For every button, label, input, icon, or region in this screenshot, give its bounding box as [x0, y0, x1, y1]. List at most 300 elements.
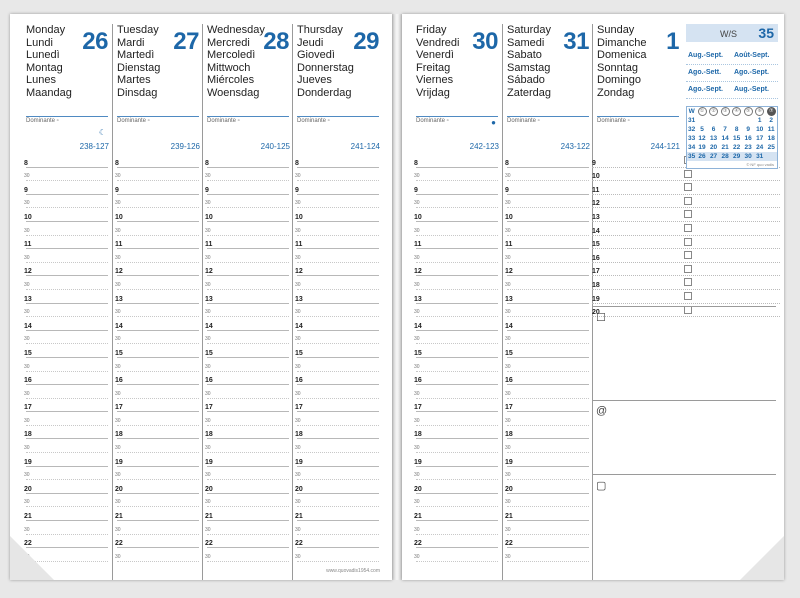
hour-slot[interactable]: [117, 535, 199, 549]
task-checkbox[interactable]: [684, 278, 692, 286]
half-hour-slot[interactable]: [26, 412, 108, 426]
half-hour-slot[interactable]: [416, 304, 498, 318]
half-hour-slot[interactable]: [26, 521, 108, 535]
half-hour-slot[interactable]: [297, 304, 379, 318]
half-hour-label: 30: [505, 173, 511, 180]
half-hour-slot[interactable]: [507, 494, 589, 508]
half-hour-label: 30: [505, 499, 511, 506]
hour-label: 9: [115, 186, 119, 194]
hour-slot[interactable]: [207, 290, 289, 304]
half-hour-slot[interactable]: [26, 439, 108, 453]
half-hour-label: 30: [295, 553, 301, 560]
hour-slot[interactable]: [207, 317, 289, 331]
hour-slot[interactable]: [507, 263, 589, 277]
hour-slot[interactable]: [26, 181, 108, 195]
hour-label: 14: [414, 322, 422, 330]
mini-calendar-cell: 27: [708, 152, 720, 161]
hour-slot[interactable]: [117, 290, 199, 304]
hour-slot[interactable]: [297, 372, 379, 386]
hour-label: 10: [24, 213, 32, 221]
hour-label: 19: [205, 458, 213, 466]
hour-slot[interactable]: [297, 208, 379, 222]
half-hour-slot[interactable]: [207, 195, 289, 209]
sunday-hour-row[interactable]: [592, 236, 780, 250]
day-column[interactable]: [202, 24, 293, 580]
half-hour-slot[interactable]: [207, 494, 289, 508]
hour-slot[interactable]: [207, 263, 289, 277]
hour-slot[interactable]: [26, 154, 108, 168]
hour-slot[interactable]: [507, 344, 589, 358]
hour-slot[interactable]: [207, 535, 289, 549]
hour-slot[interactable]: [297, 154, 379, 168]
half-hour-slot[interactable]: [117, 439, 199, 453]
hour-label: 15: [505, 349, 513, 357]
hour-slot[interactable]: [507, 480, 589, 494]
hour-slot[interactable]: [507, 154, 589, 168]
task-checkbox[interactable]: [684, 251, 692, 259]
hour-label: 14: [24, 322, 32, 330]
half-hour-slot[interactable]: [507, 331, 589, 345]
half-hour-slot[interactable]: [416, 385, 498, 399]
hour-label: 20: [115, 485, 123, 493]
hour-slot[interactable]: [416, 208, 498, 222]
hour-slot[interactable]: [297, 236, 379, 250]
hour-label: 22: [414, 540, 422, 548]
day-name: Mardi: [117, 36, 145, 49]
hour-label: 9: [592, 159, 596, 167]
half-hour-slot[interactable]: [117, 276, 199, 290]
day-name: Donderdag: [297, 86, 352, 99]
half-hour-slot[interactable]: [207, 304, 289, 318]
hour-slot[interactable]: [26, 208, 108, 222]
half-hour-label: 30: [505, 390, 511, 397]
half-hour-slot[interactable]: [207, 439, 289, 453]
hour-slot[interactable]: [207, 399, 289, 413]
hour-slots[interactable]: [22, 154, 112, 562]
half-hour-slot[interactable]: [507, 276, 589, 290]
mini-calendar-cell: 14: [721, 135, 729, 142]
half-hour-slot[interactable]: [207, 548, 289, 562]
half-hour-slot[interactable]: [297, 249, 379, 263]
half-hour-label: 30: [414, 553, 420, 560]
mini-calendar-cell: 28: [719, 152, 731, 161]
half-hour-slot[interactable]: [117, 385, 199, 399]
day-name: Vendredi: [416, 36, 460, 49]
week-label: W/S: [720, 29, 737, 39]
half-hour-slot[interactable]: [26, 195, 108, 209]
hour-slots[interactable]: [203, 154, 293, 562]
hour-slot[interactable]: [207, 181, 289, 195]
half-hour-slot[interactable]: [416, 467, 498, 481]
task-checkbox[interactable]: [684, 224, 692, 232]
hour-label: 8: [115, 159, 119, 167]
hour-slot[interactable]: [297, 480, 379, 494]
half-hour-label: 30: [24, 173, 30, 180]
month-right: Ago.-Sept.: [734, 69, 769, 76]
task-checkbox[interactable]: [684, 292, 692, 300]
task-checkbox[interactable]: [684, 183, 692, 191]
hour-slot[interactable]: [117, 208, 199, 222]
day-column[interactable]: [292, 24, 383, 580]
hour-slot[interactable]: [416, 399, 498, 413]
hour-label: 18: [205, 431, 213, 439]
half-hour-slot[interactable]: [207, 521, 289, 535]
hour-slot[interactable]: [297, 290, 379, 304]
half-hour-slot[interactable]: [207, 385, 289, 399]
hour-slot[interactable]: [507, 372, 589, 386]
hour-slot[interactable]: [416, 263, 498, 277]
hour-slot[interactable]: [26, 399, 108, 413]
day-column[interactable]: [112, 24, 203, 580]
half-hour-slot[interactable]: [416, 548, 498, 562]
hour-slot[interactable]: [416, 154, 498, 168]
hour-label: 18: [295, 431, 303, 439]
day-name: Lunes: [26, 74, 56, 87]
half-hour-slot[interactable]: [507, 467, 589, 481]
hour-slot[interactable]: [117, 453, 199, 467]
hour-slot[interactable]: [297, 535, 379, 549]
sunday-hour-row[interactable]: [592, 276, 780, 290]
hour-slot[interactable]: [26, 290, 108, 304]
half-hour-label: 30: [295, 472, 301, 479]
half-hour-slot[interactable]: [416, 412, 498, 426]
half-hour-slot[interactable]: [26, 385, 108, 399]
hour-slot[interactable]: [416, 535, 498, 549]
half-hour-slot[interactable]: [297, 276, 379, 290]
sunday-hour-row[interactable]: [592, 263, 780, 277]
half-hour-slot[interactable]: [416, 168, 498, 182]
half-hour-label: 30: [205, 173, 211, 180]
hour-label: 12: [295, 268, 303, 276]
half-hour-slot[interactable]: [507, 439, 589, 453]
hour-slot[interactable]: [207, 426, 289, 440]
hour-label: 19: [115, 458, 123, 466]
hour-slot[interactable]: [26, 426, 108, 440]
hour-label: 11: [295, 241, 303, 249]
hour-slots[interactable]: [113, 154, 203, 562]
half-hour-slot[interactable]: [416, 249, 498, 263]
hour-slot[interactable]: [117, 263, 199, 277]
half-hour-slot[interactable]: [297, 548, 379, 562]
half-hour-slot[interactable]: [207, 358, 289, 372]
half-hour-slot[interactable]: [507, 412, 589, 426]
half-hour-slot[interactable]: [416, 521, 498, 535]
half-hour-slot[interactable]: [26, 249, 108, 263]
day-name: Maandag: [26, 86, 72, 99]
hour-label: 14: [295, 322, 303, 330]
hour-slot[interactable]: [297, 453, 379, 467]
hour-label: 14: [205, 322, 213, 330]
day-name: Lundi: [26, 36, 53, 49]
hour-slot[interactable]: [207, 507, 289, 521]
hour-slot[interactable]: [507, 453, 589, 467]
hour-slot[interactable]: [207, 208, 289, 222]
hour-label: 18: [592, 281, 600, 289]
hour-label: 13: [295, 295, 303, 303]
hour-label: 12: [414, 268, 422, 276]
half-hour-slot[interactable]: [416, 276, 498, 290]
half-hour-slot[interactable]: [207, 331, 289, 345]
half-hour-label: 30: [115, 254, 121, 261]
dominante-rule: [507, 116, 589, 117]
hour-slot[interactable]: [507, 290, 589, 304]
hour-label: 16: [205, 377, 213, 385]
hour-slot[interactable]: [117, 154, 199, 168]
half-hour-slot[interactable]: [297, 222, 379, 236]
day-name: Friday: [416, 24, 447, 36]
hour-slot[interactable]: [26, 263, 108, 277]
hour-slots[interactable]: [293, 154, 383, 562]
notes-area[interactable]: [592, 306, 776, 401]
half-hour-slot[interactable]: [117, 358, 199, 372]
hour-slot[interactable]: [507, 181, 589, 195]
hour-slot[interactable]: [416, 344, 498, 358]
half-hour-slot[interactable]: [26, 168, 108, 182]
hour-slot[interactable]: [117, 317, 199, 331]
hour-slot[interactable]: [207, 453, 289, 467]
hour-label: 11: [414, 241, 422, 249]
day-name: Montag: [26, 61, 63, 74]
half-hour-slot[interactable]: [416, 222, 498, 236]
hour-slot[interactable]: [26, 507, 108, 521]
sunday-hour-row[interactable]: [592, 249, 780, 263]
half-hour-slot[interactable]: [507, 168, 589, 182]
day-name: Mercredi: [207, 36, 250, 49]
notes-area[interactable]: [592, 400, 776, 475]
hour-slot[interactable]: [26, 372, 108, 386]
hour-slot[interactable]: [207, 154, 289, 168]
task-checkbox[interactable]: [684, 210, 692, 218]
day-name: Samedi: [507, 36, 545, 49]
half-hour-slot[interactable]: [507, 249, 589, 263]
mini-calendar-header: ⑥: [754, 107, 766, 116]
hour-slot[interactable]: [297, 399, 379, 413]
sunday-hour-row[interactable]: [592, 208, 780, 222]
hour-label: 21: [115, 513, 123, 521]
hour-label: 16: [414, 377, 422, 385]
half-hour-slot[interactable]: [507, 521, 589, 535]
hour-slots[interactable]: [412, 154, 502, 562]
half-hour-slot[interactable]: [297, 331, 379, 345]
half-hour-slot[interactable]: [297, 168, 379, 182]
hour-slot[interactable]: [117, 181, 199, 195]
hour-slot[interactable]: [207, 344, 289, 358]
half-hour-slot[interactable]: [117, 548, 199, 562]
half-hour-slot[interactable]: [207, 412, 289, 426]
hour-slot[interactable]: [117, 399, 199, 413]
hour-slot[interactable]: [26, 453, 108, 467]
day-column[interactable]: [502, 24, 593, 580]
half-hour-label: 30: [24, 526, 30, 533]
half-hour-slot[interactable]: [416, 195, 498, 209]
half-hour-label: 30: [205, 281, 211, 288]
mini-calendar-cell: 30: [742, 152, 754, 161]
day-column[interactable]: [412, 24, 502, 580]
half-hour-slot[interactable]: [26, 304, 108, 318]
hour-slot[interactable]: [416, 181, 498, 195]
half-hour-slot[interactable]: [26, 222, 108, 236]
half-hour-label: 30: [414, 336, 420, 343]
day-column[interactable]: [22, 24, 112, 580]
half-hour-label: 30: [505, 417, 511, 424]
half-hour-slot[interactable]: [117, 494, 199, 508]
hour-slot[interactable]: [297, 507, 379, 521]
half-hour-slot[interactable]: [297, 385, 379, 399]
hour-slot[interactable]: [207, 236, 289, 250]
hour-slot[interactable]: [416, 480, 498, 494]
half-hour-slot[interactable]: [297, 358, 379, 372]
half-hour-slot[interactable]: [117, 467, 199, 481]
half-hour-slot[interactable]: [117, 412, 199, 426]
day-date-number: 26: [82, 28, 108, 55]
task-checkbox[interactable]: [684, 238, 692, 246]
half-hour-slot[interactable]: [207, 467, 289, 481]
half-hour-slot[interactable]: [117, 168, 199, 182]
hour-slot[interactable]: [416, 317, 498, 331]
half-hour-slot[interactable]: [507, 548, 589, 562]
hour-slot[interactable]: [207, 480, 289, 494]
hour-label: 17: [592, 268, 600, 276]
day-name: Dimanche: [597, 36, 647, 49]
hour-label: 15: [115, 349, 123, 357]
half-hour-slot[interactable]: [207, 249, 289, 263]
day-name: Thursday: [297, 24, 343, 36]
hour-slot[interactable]: [117, 426, 199, 440]
half-hour-slot[interactable]: [26, 331, 108, 345]
half-hour-slot[interactable]: [117, 304, 199, 318]
half-hour-slot[interactable]: [416, 494, 498, 508]
hour-slot[interactable]: [297, 181, 379, 195]
half-hour-slot[interactable]: [117, 249, 199, 263]
sunday-hour-row[interactable]: [592, 222, 780, 236]
hour-slot[interactable]: [416, 290, 498, 304]
sunday-hour-row[interactable]: [592, 195, 780, 209]
half-hour-label: 30: [115, 499, 121, 506]
hour-slot[interactable]: [507, 426, 589, 440]
mini-calendar-cell: 19: [698, 144, 706, 151]
day-name: Woensdag: [207, 86, 260, 99]
hour-slot[interactable]: [416, 426, 498, 440]
hour-label: 12: [592, 200, 600, 208]
half-hour-slot[interactable]: [297, 494, 379, 508]
hour-label: 17: [295, 404, 303, 412]
dominante-rule: [416, 116, 498, 117]
hour-label: 13: [205, 295, 213, 303]
half-hour-label: 30: [205, 445, 211, 452]
mini-calendar-cell: 23: [744, 144, 752, 151]
half-hour-label: 30: [295, 336, 301, 343]
hour-label: 18: [24, 431, 32, 439]
mini-calendar-cell: 7: [723, 126, 727, 133]
half-hour-label: 30: [24, 363, 30, 370]
hour-slot[interactable]: [507, 317, 589, 331]
hour-label: 11: [24, 241, 32, 249]
half-hour-slot[interactable]: [507, 222, 589, 236]
half-hour-slot[interactable]: [507, 385, 589, 399]
half-hour-slot[interactable]: [297, 412, 379, 426]
hour-slot[interactable]: [297, 317, 379, 331]
hour-slot[interactable]: [416, 236, 498, 250]
dominante-rule: [597, 116, 679, 117]
hour-slot[interactable]: [26, 344, 108, 358]
hour-label: 12: [24, 268, 32, 276]
half-hour-slot[interactable]: [26, 494, 108, 508]
half-hour-slot[interactable]: [297, 521, 379, 535]
half-hour-slot[interactable]: [207, 222, 289, 236]
sunday-hour-row[interactable]: [592, 290, 780, 304]
day-name: Samstag: [507, 61, 551, 74]
half-hour-slot[interactable]: [416, 331, 498, 345]
half-hour-slot[interactable]: [297, 467, 379, 481]
day-name: Saturday: [507, 24, 552, 36]
hour-slot[interactable]: [297, 426, 379, 440]
hour-slot[interactable]: [297, 344, 379, 358]
half-hour-slot[interactable]: [416, 358, 498, 372]
hour-label: 17: [414, 404, 422, 412]
half-hour-slot[interactable]: [297, 439, 379, 453]
mini-calendar-cell: 20: [709, 144, 718, 151]
half-hour-slot[interactable]: [416, 439, 498, 453]
hour-label: 20: [295, 485, 303, 493]
hour-slot[interactable]: [117, 480, 199, 494]
half-hour-label: 30: [205, 254, 211, 261]
half-hour-slot[interactable]: [117, 222, 199, 236]
hour-slot[interactable]: [416, 453, 498, 467]
half-hour-slot[interactable]: [507, 304, 589, 318]
half-hour-slot[interactable]: [507, 195, 589, 209]
dominante-label: Dominante ▫: [117, 118, 150, 124]
half-hour-slot[interactable]: [117, 331, 199, 345]
half-hour-slot[interactable]: [26, 276, 108, 290]
hour-slot[interactable]: [117, 236, 199, 250]
hour-slot[interactable]: [26, 236, 108, 250]
half-hour-label: 30: [115, 173, 121, 180]
hour-slot[interactable]: [507, 399, 589, 413]
hour-slot[interactable]: [117, 372, 199, 386]
task-checkbox[interactable]: [684, 197, 692, 205]
half-hour-label: 30: [295, 173, 301, 180]
day-name: Sunday: [597, 24, 635, 36]
half-hour-label: 30: [414, 309, 420, 316]
hour-slots[interactable]: [503, 154, 593, 562]
half-hour-slot[interactable]: [117, 521, 199, 535]
half-hour-slot[interactable]: [507, 358, 589, 372]
hour-slot[interactable]: [507, 236, 589, 250]
hour-slot[interactable]: [507, 507, 589, 521]
half-hour-slot[interactable]: [207, 168, 289, 182]
hour-slot[interactable]: [297, 263, 379, 277]
half-hour-slot[interactable]: [26, 358, 108, 372]
task-checkbox[interactable]: [684, 265, 692, 273]
half-hour-slot[interactable]: [26, 467, 108, 481]
hour-slot[interactable]: [416, 507, 498, 521]
hour-slot[interactable]: [507, 535, 589, 549]
day-name: Domenica: [597, 49, 647, 62]
day-name: Domingo: [597, 74, 642, 87]
hour-slot[interactable]: [117, 344, 199, 358]
moon-phase-full-icon: ●: [491, 118, 496, 127]
half-hour-slot[interactable]: [297, 195, 379, 209]
hour-slot[interactable]: [507, 208, 589, 222]
hour-slot[interactable]: [26, 317, 108, 331]
hour-slot[interactable]: [117, 507, 199, 521]
hour-slot[interactable]: [26, 480, 108, 494]
hour-slot[interactable]: [207, 372, 289, 386]
half-hour-slot[interactable]: [117, 195, 199, 209]
hour-label: 10: [414, 213, 422, 221]
half-hour-slot[interactable]: [207, 276, 289, 290]
hour-slot[interactable]: [416, 372, 498, 386]
